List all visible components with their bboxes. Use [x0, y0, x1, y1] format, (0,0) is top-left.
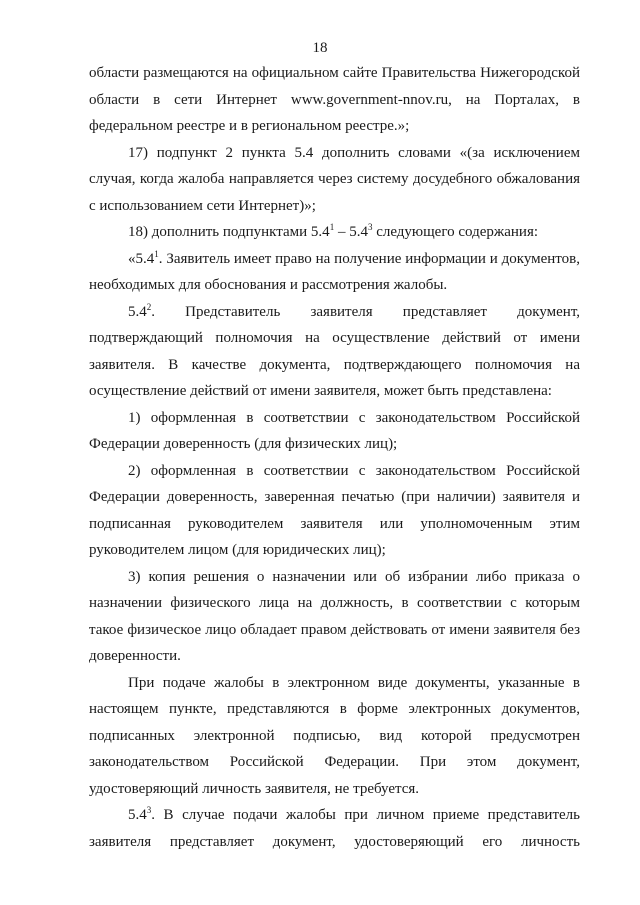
paragraph-item-17: 17) подпункт 2 пункта 5.4 дополнить словами «(за исключением случая, когда жалоба направляется через систему досудебного обжалования с использованием сети Интернет)»; [89, 144, 580, 214]
text-run: . Представитель заявителя представляет документ, подтверждающий полномочия на осуществление действий от имени заявителя. В качестве документа, подтверждающего полномочия на осуществление действий от имени заявителя, может быть представлена: [89, 303, 580, 399]
superscript: 2 [146, 301, 152, 312]
superscript: 3 [146, 805, 152, 815]
superscript: 3 [367, 222, 373, 232]
superscript: 1 [154, 248, 159, 259]
text-run: . В случае подачи жалобы при личном приеме представитель заявителя представляет документ, удостоверяющий его личность [89, 807, 580, 850]
paragraph-list-item-3: 3) копия решения о назначении или об избрании либо приказа о назначении физического лица на должность, в соответствии с которым такое физическое лицо обладает правом действовать от имени заявителя без доверенности. [89, 568, 580, 664]
text-run: «5.4 [128, 250, 155, 267]
page-number: 18 [312, 40, 328, 56]
text-run: 5.4 [128, 807, 147, 823]
text-run: следующего содержания: [372, 224, 539, 240]
text-run: 5.4 [128, 303, 147, 320]
document-body [89, 60, 580, 855]
text-run: 18) дополнить подпунктами 5.4 [128, 224, 330, 240]
paragraph-list-item-2: 2) оформленная в соответствии с законодательством Российской Федерации доверенность, заверенная печатью (при наличии) заявителя и подписанная руководителем заявителя или уполномоченным этим руководителем лицом (для юридических лиц); [89, 462, 580, 558]
paragraph-list-item-1: 1) оформленная в соответствии с законодательством Российской Федерации доверенность (для физических лиц); [89, 409, 580, 452]
paragraph-section-5-4-3 [89, 802, 580, 855]
paragraph-section-5-4-2 [89, 299, 580, 405]
paragraph-electronic-submission: При подаче жалобы в электронном виде документы, указанные в настоящем пункте, представляются в форме электронных документов, подписанных электронной подписью, вид которой предусмотрен законодательством Российской Федерации. При этом документ, удостоверяющий личность заявителя, не требуется. [89, 674, 580, 797]
superscript: 1 [329, 222, 335, 232]
paragraph-item-18 [89, 219, 580, 246]
paragraph-section-5-4-1 [89, 246, 580, 299]
paragraph-continuation: области размещаются на официальном сайте Правительства Нижегородской области в сети Интернет www.government-nnov.ru, на Порталах, в федеральном реестре и в региональном реестре.»; [89, 65, 580, 134]
text-run: – 5.4 [334, 224, 368, 240]
text-run: . Заявитель имеет право на получение информации и документов, необходимых для обоснования и рассмотрения жалобы. [89, 250, 580, 293]
